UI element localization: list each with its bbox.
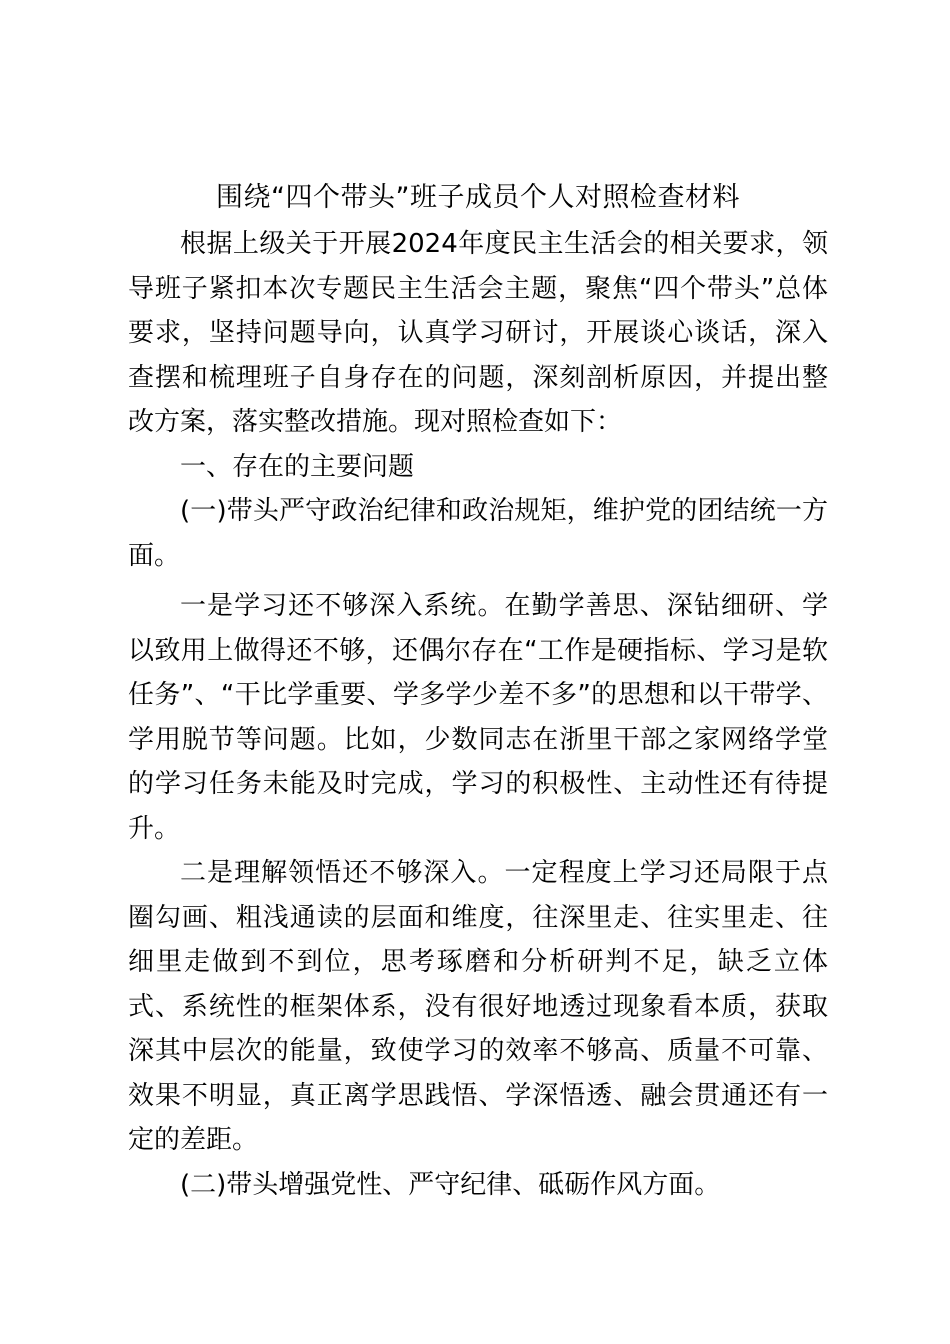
subsection-heading-1: (一)带头严守政治纪律和政治规矩，维护党的团结统一方面。 bbox=[128, 496, 828, 571]
document-title: 围绕“四个带头”班子成员个人对照检查材料 bbox=[216, 182, 740, 213]
section-heading-main-problems: 一、存在的主要问题 bbox=[180, 451, 415, 482]
document-body bbox=[128, 178, 828, 1207]
intro-paragraph: 根据上级关于开展2024年度民主生活会的相关要求，领导班子紧扣本次专题民主生活会主题，聚焦“四个带头”总体要求，坚持问题导向，认真学习研讨，开展谈心谈话，深入查摆和梳理班子自身存在的问题，深刻剖析原因，并提出整改方案，落实整改措施。现对照检查如下： bbox=[128, 229, 828, 437]
problem-paragraph-2: 二是理解领悟还不够深入。一定程度上学习还局限于点圈勾画、粗浅通读的层面和维度，往深里走、往实里走、往细里走做到不到位，思考琢磨和分析研判不足，缺乏立体式、系统性的框架体系，没有很好地透过现象看本质，获取深其中层次的能量，致使学习的效率不够高、质量不可靠、效果不明显，真正离学思践悟、学深悟透、融会贯通还有一定的差距。 bbox=[128, 858, 828, 1155]
subsection-heading-2: (二)带头增强党性、严守纪律、砥砺作风方面。 bbox=[180, 1169, 721, 1200]
problem-paragraph-1: 一是学习还不够深入系统。在勤学善思、深钻细研、学以致用上做得还不够，还偶尔存在“工作是硬指标、学习是软任务”、“干比学重要、学多学少差不多”的思想和以干带学、学用脱节等问题。比如，少数同志在浙里干部之家网络学堂的学习任务未能及时完成，学习的积极性、主动性还有待提升。 bbox=[128, 591, 828, 844]
